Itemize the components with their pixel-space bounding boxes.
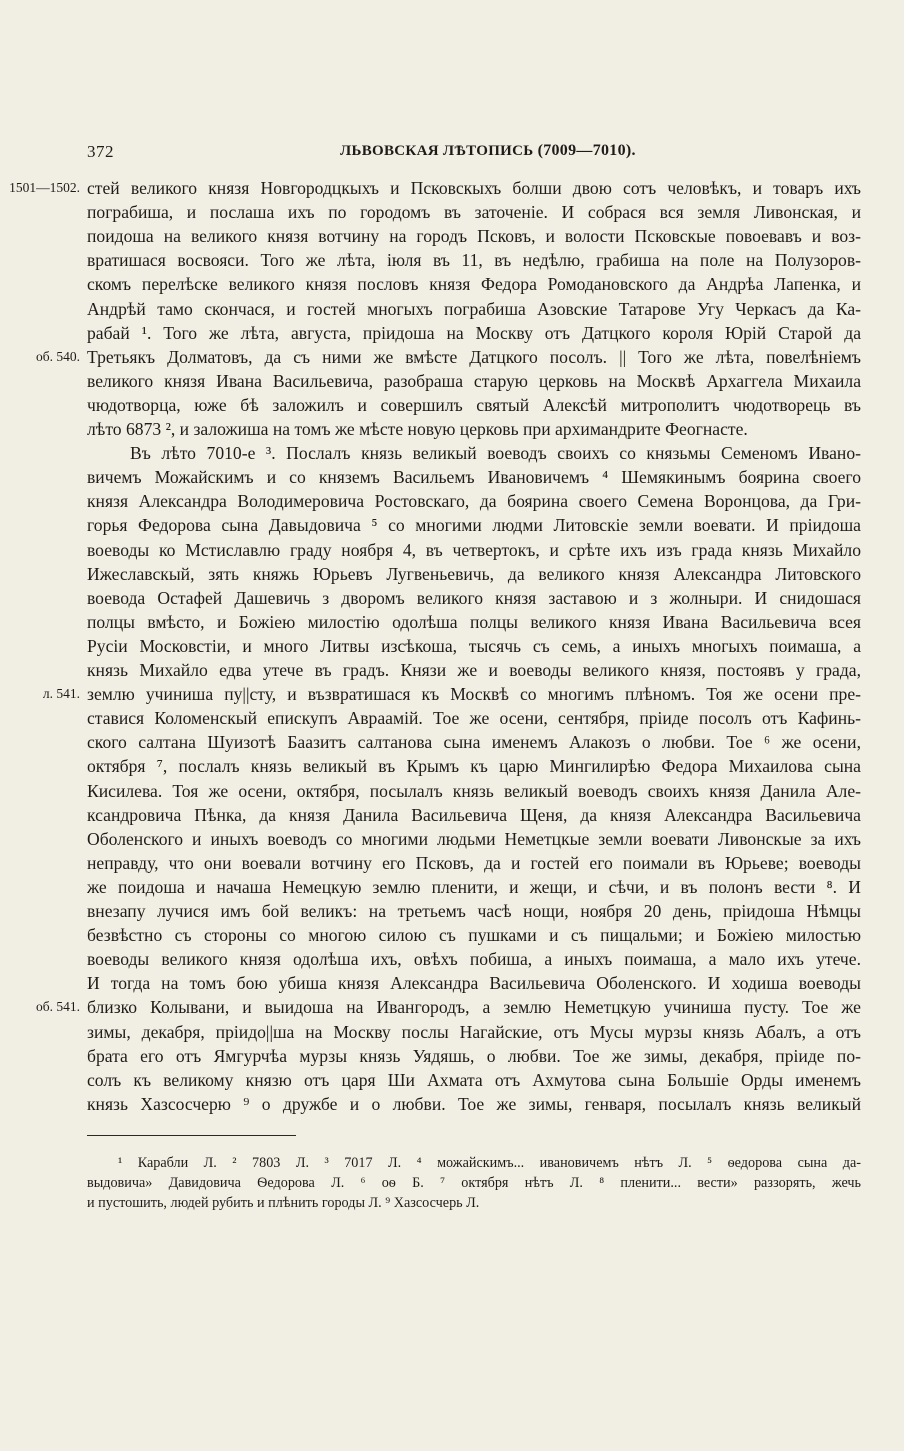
footnote-line: ¹ Карабли Л. ² 7803 Л. ³ 7017 Л. ⁴ можайскимъ... ивановичемъ нѣтъ Л. ⁵ ѳедорова сына да- bbox=[118, 1155, 861, 1171]
margin-note: 1501—1502. bbox=[9, 180, 80, 195]
text-line: воевода Остафей Дашевичь з дворомъ великого князя заставою и з жолныри. И снидошася bbox=[87, 587, 861, 608]
text-line: брата его отъ Ямгурчѣа мурзы князь Уядяшь, о любви. Тое же зимы, декабря, пріиде по- bbox=[87, 1045, 861, 1066]
running-title-years: (7009—7010). bbox=[537, 142, 636, 159]
footnote-line: и пустошить, людей рубить и плѣнить городы Л. ⁹ Хазсосчерь Л. bbox=[87, 1195, 480, 1211]
text-line: Оболенского и иныхъ воеводъ со многими людьми Неметцкые земли воевати Ливонскые за ихъ bbox=[87, 828, 861, 849]
text-line: воеводы великого князя одолѣша ихъ, овѣхъ побиша, а иныхъ поимаша, а мало ихъ утече. bbox=[87, 949, 861, 970]
text-line: ского салтана Шуизотѣ Баазитъ салтанова сына именемъ Алакозъ о любви. Тое ⁶ же осени, bbox=[87, 732, 861, 753]
text-line: князь Хазсосчерю ⁹ о дружбе и о любви. Тое же зимы, генваря, посылалъ князь великый bbox=[87, 1093, 861, 1114]
text-line: неправду, что они воевали вотчину его Псковъ, да и гостей его поимали въ Юрьеве; воеводы bbox=[87, 852, 861, 873]
text-line: солъ къ великому князю отъ царя Ши Ахмата отъ Ахмутова сына Большіе Орды именемъ bbox=[87, 1069, 861, 1090]
text-line: зимы, декабря, пріидо||ша на Москву послы Нагайские, отъ Мусы мурзы князь Абалъ, а отъ bbox=[87, 1021, 861, 1042]
text-line: полцы вмѣсто, и Божіею милостію одолѣша полцы великого князя Ивана Васильевича всея bbox=[87, 611, 861, 632]
text-line: воеводы ко Мстиславлю граду ноября 4, въ четвертокъ, и срѣте ихъ изъ града князь Михайло bbox=[87, 539, 861, 560]
text-line: Кисилева. Тоя же осени, октября, посылалъ князь великый воеводъ своихъ князя Данила Але- bbox=[87, 780, 861, 801]
running-title-text: ЛЬВОВСКАЯ ЛѢТОПИСЬ bbox=[340, 143, 534, 159]
text-line: же поидоша и начаша Немецкую землю пленити, и жещи, и сѣчи, и въ полонъ вести ⁸. И bbox=[87, 876, 861, 897]
text-line: Русіи Московстіи, и много Литвы изсѣкоша, тысячь съ семь, а иныхъ многыхъ поимаша, а bbox=[87, 635, 861, 656]
text-line: безвѣстно съ стороны со многою силою съ пушками и съ пищальми; и Божіею милостью bbox=[87, 925, 861, 946]
text-line: Ижеславскый, зять княжь Юрьевъ Лугвеньевичь, да великого князя Александра Литовского bbox=[87, 563, 861, 584]
text-line: Третьякъ Долматовъ, да съ ними же вмѣсте Датцкого посолъ. || Того же лѣта, повелѣніемъ bbox=[87, 346, 861, 367]
text-line: горья Федорова сына Давыдовича ⁵ со многими людми Литовскіе земли воевати. И пріидоша bbox=[87, 515, 861, 536]
text-line: пограбиша, и послаша ихъ по городомъ въ заточеніе. И собрася вся земля Ливонская, и bbox=[87, 202, 861, 223]
text-line: великого князя Ивана Васильевича, разобраша старую церковь на Москвѣ Архаггела Михаила bbox=[87, 370, 861, 391]
margin-note: об. 540. bbox=[36, 348, 80, 364]
text-line: стей великого князя Новгородцкыхъ и Псковскыхъ болши двою сотъ человѣкъ, и товаръ ихъ bbox=[87, 178, 861, 198]
text-line: князя Александра Володимеровича Ростовскаго, да боярина своего Семена Воронцова, да Гри- bbox=[87, 491, 861, 512]
margin-note: об. 541. bbox=[36, 999, 80, 1015]
text-line: вратишася восвояси. Того же лѣта, іюля въ 11, въ недѣлю, грабиша на поле на Полузоров- bbox=[87, 250, 861, 271]
text-line: вичемъ Можайскимъ и со княземъ Васильемъ Ивановичемъ ⁴ Шемякинымъ боярина своего bbox=[87, 467, 861, 488]
text-line: ксандровича Пѣнка, да князя Данила Васильевича Щеня, да князя Александра Васильевича bbox=[87, 804, 861, 825]
text-line: октября ⁷, послалъ князь великый въ Крымъ къ царю Мингилирѣю Федора Михаилова сына bbox=[87, 756, 861, 777]
text-line: рабай ¹. Того же лѣта, августа, пріидоша на Москву отъ Датцкого короля Юрій Старой да bbox=[87, 322, 861, 343]
text-line: близко Колывани, и выидоша на Ивангородъ, а землю Неметцкую учиниша пусту. Тое же bbox=[87, 997, 861, 1018]
page-number: 372 bbox=[87, 142, 114, 161]
text-line: внезапу лучися имъ бой великъ: на третьемъ часѣ нощи, ноября 20 день, пріидоша Нѣмцы bbox=[87, 901, 861, 921]
running-title bbox=[340, 142, 636, 160]
text-line: чюдотворца, юже бѣ заложилъ и совершилъ святый Алексѣй митрополитъ чюдотворець въ bbox=[87, 394, 861, 415]
text-line: Андрѣй тамо скончася, и гостей многыхъ пограбиша Азовские Татарове Угу Черкасъ да Ка- bbox=[87, 298, 861, 319]
text-line: землю учиниша пу||сту, и възвратишася къ Москвѣ со многимъ плѣномъ. Тоя же осени пре- bbox=[87, 684, 861, 705]
text-line: лѣто 6873 ², и заложиша на томъ же мѣсте новую церковь при архимандрите Феогнасте. bbox=[87, 419, 748, 439]
text-line: скомъ перелѣске великого князя пословъ князя Федора Ромодановского да Андрѣа Лапенка, и bbox=[87, 274, 861, 295]
margin-note: л. 541. bbox=[42, 686, 80, 702]
text-line: ставися Коломенскый епискупъ Авраамій. Тое же осени, сентября, пріиде посолъ отъ Кафинь- bbox=[87, 708, 861, 729]
footnote-line: выдовича» Давидовича Ѳедорова Л. ⁶ оѳ Б. ⁷ октября нѣтъ Л. ⁸ пленити... вести» раззорять, жечь bbox=[87, 1175, 861, 1191]
text-line: Въ лѣто 7010-е ³. Послалъ князь великый воеводъ своихъ со князьмы Семеномъ Ивано- bbox=[130, 443, 861, 464]
text-line: поидоша на великого князя вотчину на городъ Псковъ, и волости Псковскые повоевавъ и воз- bbox=[87, 226, 861, 247]
text-line: князь Михайло едва утече въ градъ. Князи же и воеводы великого князя, постоявъ у града, bbox=[87, 660, 861, 680]
text-line: И тогда на томъ бою убиша князя Александра Васильевича Оболенского. И ходиша воеводы bbox=[87, 973, 861, 994]
footnote-rule bbox=[87, 1135, 296, 1136]
